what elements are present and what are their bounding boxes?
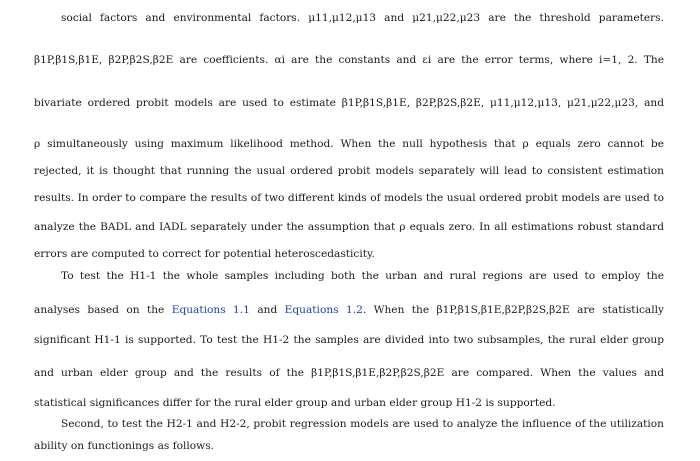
paragraph-1-line-7: analyze the BADL and IADL separately under the assumption that ρ equals zero. In all estimations robust standard xyxy=(34,221,664,233)
paragraph-1-line-4: ρ simultaneously using maximum likelihood method. When the null hypothesis that ρ equals zero cannot be xyxy=(34,138,664,150)
paragraph-2-line-2 xyxy=(34,302,664,318)
paragraph-1-line-1: social factors and environmental factors. μ11,μ12,μ13 and μ21,μ22,μ23 are the threshold parameters. xyxy=(61,12,664,24)
paragraph-2-line-5: statistical significances differ for the rural elder group and urban elder group H1-2 is supported. xyxy=(34,397,556,409)
paragraph-3-line-2: ability on functionings as follows. xyxy=(34,440,215,452)
paragraph-2-line-4: and urban elder group and the results of the β1P,β1S,β1E,β2P,β2S,β2E are compared. When the values and xyxy=(34,367,664,379)
paragraph-1-line-5: rejected, it is thought that running the usual ordered probit models separately will lead to consistent estimation xyxy=(34,165,664,177)
paragraph-1-line-6: results. In order to compare the results of two different kinds of models the usual ordered probit models are used to xyxy=(34,192,664,204)
paragraph-2-line-3: significant H1-1 is supported. To test the H1-2 the samples are divided into two subsamples, the rural elder group xyxy=(34,334,664,346)
paragraph-2-line-2-end: . When the β1P,β1S,β1E,β2P,β2S,β2E are statistically xyxy=(362,304,664,316)
paragraph-2-line-2-start: analyses based on the xyxy=(34,304,165,316)
paragraph-2-line-2-and: and xyxy=(257,304,278,316)
equation-1-1-link[interactable]: Equations 1.1 xyxy=(171,304,250,316)
paragraph-1-line-8: errors are computed to correct for potential heteroscedasticity. xyxy=(34,248,375,260)
paragraph-2-line-1: To test the H1-1 the whole samples including both the urban and rural regions are used to employ the xyxy=(61,270,664,282)
paragraph-1-line-3: bivariate ordered probit models are used to estimate β1P,β1S,β1E, β2P,β2S,β2E, μ11,μ12,μ13, μ21,μ22,μ23, and xyxy=(34,97,664,109)
paragraph-3-line-1: Second, to test the H2-1 and H2-2, probit regression models are used to analyze the influence of the utilization xyxy=(61,418,664,430)
paragraph-1-line-2: β1P,β1S,β1E, β2P,β2S,β2E are coefficients. αi are the constants and εi are the error terms, where i=1, 2. The xyxy=(34,54,664,66)
equation-1-2-link[interactable]: Equations 1.2 xyxy=(284,304,363,316)
